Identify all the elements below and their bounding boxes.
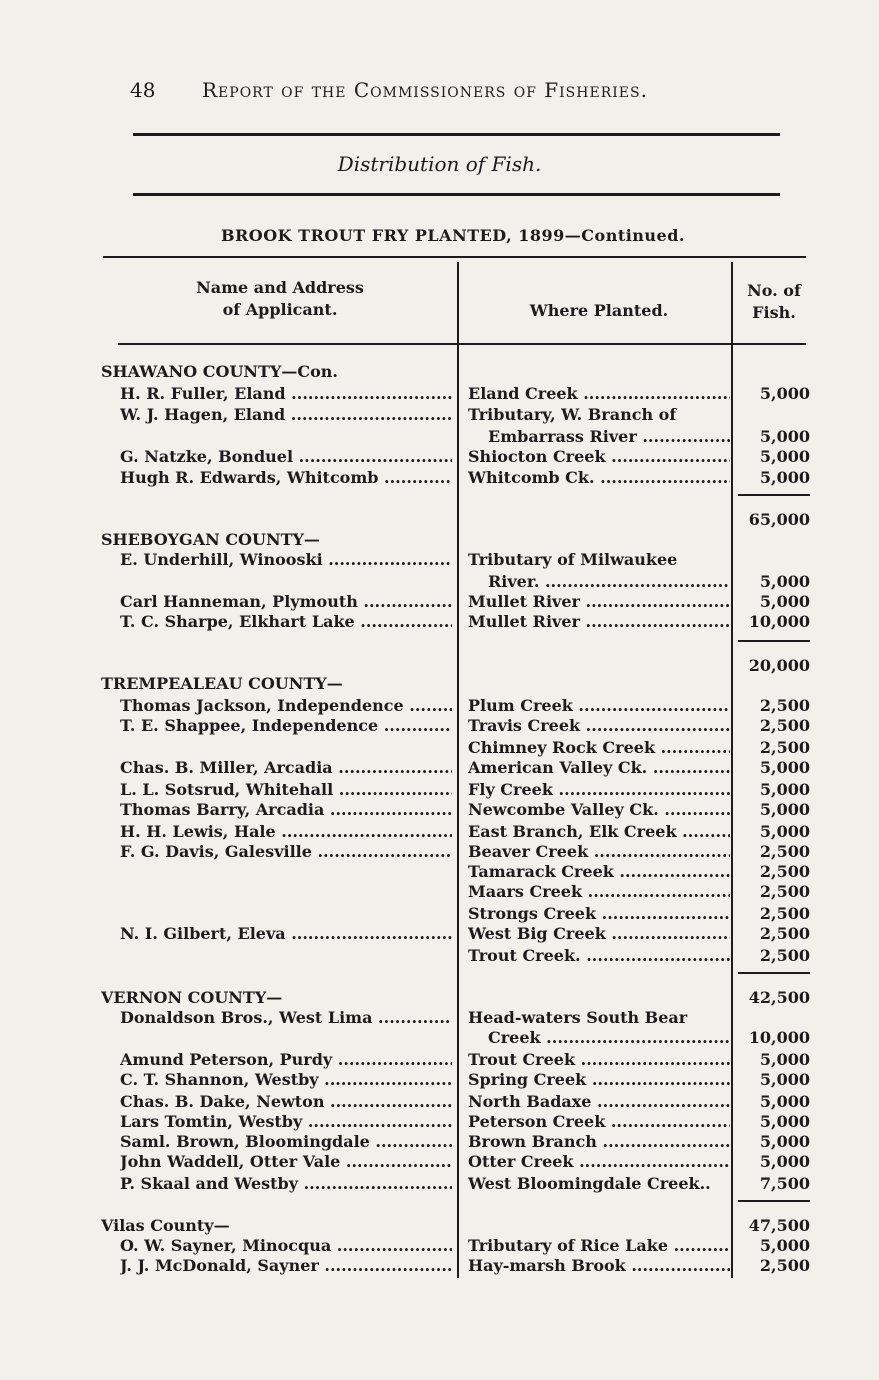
county-heading: SHAWANO COUNTY—Con. xyxy=(101,362,338,381)
applicant-name: N. I. Gilbert, Eleva ..... xyxy=(120,924,452,943)
planting-location-continued: Creek ..... xyxy=(488,1028,730,1047)
table-row xyxy=(0,447,879,468)
applicant-name: H. R. Fuller, Eland ..... xyxy=(120,384,452,403)
table-row xyxy=(0,572,879,593)
planting-location: West Big Creek ..... xyxy=(468,924,730,943)
table-row xyxy=(0,1152,879,1173)
total-rule xyxy=(738,1200,810,1202)
county-total: 47,500 xyxy=(748,1216,810,1235)
applicant-name: Chas. B. Dake, Newton ..... xyxy=(120,1092,452,1111)
applicant-name: F. G. Davis, Galesville ..... xyxy=(120,842,452,861)
table-row xyxy=(0,384,879,405)
table-row xyxy=(0,758,879,779)
fish-count: 5,000 xyxy=(759,1132,810,1151)
planting-location: Plum Creek ..... xyxy=(468,696,730,715)
county-heading: Vilas County— xyxy=(101,1216,230,1235)
fish-count: 5,000 xyxy=(759,572,810,591)
table-row xyxy=(0,1236,879,1257)
planting-location: West Bloomingdale Creek.. xyxy=(468,1174,711,1193)
fish-count: 5,000 xyxy=(759,447,810,466)
table-row xyxy=(0,822,879,843)
fish-count: 2,500 xyxy=(759,924,810,943)
section-title: Distribution of Fish. xyxy=(337,152,542,176)
planting-location: Chimney Rock Creek ..... xyxy=(468,738,730,757)
planting-location-continued: River. ..... xyxy=(488,572,730,591)
planting-location: North Badaxe ..... xyxy=(468,1092,730,1111)
county-total: 65,000 xyxy=(748,510,810,529)
fish-count: 5,000 xyxy=(759,1112,810,1131)
fish-count: 5,000 xyxy=(759,1050,810,1069)
total-rule xyxy=(738,972,810,974)
table-row xyxy=(0,427,879,448)
planting-location: Mullet River ..... xyxy=(468,592,730,611)
planting-location: Trout Creek ..... xyxy=(468,1050,730,1069)
planting-location: Head-waters South Bear xyxy=(468,1008,688,1027)
planting-location: Shiocton Creek ..... xyxy=(468,447,730,466)
table-row xyxy=(0,780,879,801)
applicant-name: T. E. Shappee, Independence ..... xyxy=(120,716,452,735)
fish-count: 5,000 xyxy=(759,468,810,487)
planting-location: East Branch, Elk Creek ..... xyxy=(468,822,730,841)
applicant-name: Amund Peterson, Purdy ..... xyxy=(120,1050,452,1069)
applicant-name: E. Underhill, Winooski ..... xyxy=(120,550,452,569)
planting-location: Strongs Creek ..... xyxy=(468,904,730,923)
fish-count: 2,500 xyxy=(759,1256,810,1275)
applicant-name: O. W. Sayner, Minocqua ..... xyxy=(120,1236,452,1255)
county-heading: TREMPEALEAU COUNTY— xyxy=(101,674,343,693)
column-header-where: Where Planted. xyxy=(529,301,669,320)
table-row xyxy=(0,738,879,759)
county-total: 42,500 xyxy=(748,988,810,1007)
fish-count: 5,000 xyxy=(759,1092,810,1111)
fish-count: 2,500 xyxy=(759,696,810,715)
fish-count: 5,000 xyxy=(759,384,810,403)
table-row xyxy=(0,612,879,633)
applicant-name: Lars Tomtin, Westby ..... xyxy=(120,1112,452,1131)
table-header-bottom-rule xyxy=(118,343,806,345)
table-row xyxy=(0,530,879,551)
fish-count: 2,500 xyxy=(759,904,810,923)
applicant-name: Thomas Jackson, Independence ..... xyxy=(120,696,452,715)
table-row xyxy=(0,362,879,383)
table-row xyxy=(0,1008,879,1029)
table-row xyxy=(0,946,879,967)
fish-count: 5,000 xyxy=(759,1236,810,1255)
planting-location: Mullet River ..... xyxy=(468,612,730,631)
fish-count: 2,500 xyxy=(759,716,810,735)
applicant-name: W. J. Hagen, Eland ..... xyxy=(120,405,452,424)
fish-count: 10,000 xyxy=(748,1028,810,1047)
table-row xyxy=(0,1028,879,1049)
fish-count: 2,500 xyxy=(759,946,810,965)
table-row xyxy=(0,674,879,695)
planting-location: Maars Creek ..... xyxy=(468,882,730,901)
fish-count: 7,500 xyxy=(759,1174,810,1193)
table-row xyxy=(0,800,879,821)
planting-location: Beaver Creek ..... xyxy=(468,842,730,861)
table-caption: BROOK TROUT FRY PLANTED, 1899—Continued. xyxy=(220,226,685,245)
planting-location: Spring Creek ..... xyxy=(468,1070,730,1089)
table-row xyxy=(0,1092,879,1113)
table-row xyxy=(0,510,879,531)
planting-location: Brown Branch ..... xyxy=(468,1132,730,1151)
table-row xyxy=(0,1174,879,1195)
page-number: 48 xyxy=(130,78,156,102)
planting-location: American Valley Ck. ..... xyxy=(468,758,730,777)
page-header xyxy=(130,78,780,108)
fish-count: 2,500 xyxy=(759,862,810,881)
fish-count: 5,000 xyxy=(759,758,810,777)
table-row xyxy=(0,904,879,925)
county-heading: VERNON COUNTY— xyxy=(101,988,283,1007)
table-row xyxy=(0,1112,879,1133)
county-heading: SHEBOYGAN COUNTY— xyxy=(101,530,320,549)
applicant-name: J. J. McDonald, Sayner ..... xyxy=(120,1256,452,1275)
section-rule xyxy=(133,193,780,196)
total-rule xyxy=(738,640,810,642)
column-header-applicant xyxy=(140,277,420,321)
table-row xyxy=(0,988,879,1009)
column-header-fish-line2: Fish. xyxy=(752,303,796,322)
planting-location: Fly Creek ..... xyxy=(468,780,730,799)
planting-location: Peterson Creek ..... xyxy=(468,1112,730,1131)
fish-count: 5,000 xyxy=(759,822,810,841)
column-header-fish xyxy=(738,280,810,324)
fish-count: 2,500 xyxy=(759,882,810,901)
table-row xyxy=(0,550,879,571)
table-row xyxy=(0,468,879,489)
applicant-name: Chas. B. Miller, Arcadia ..... xyxy=(120,758,452,777)
column-header-fish-line1: No. of xyxy=(747,281,801,300)
planting-location-continued: Embarrass River ..... xyxy=(488,427,730,446)
fish-count: 5,000 xyxy=(759,800,810,819)
fish-count: 2,500 xyxy=(759,738,810,757)
planting-location: Travis Creek ..... xyxy=(468,716,730,735)
total-rule xyxy=(738,494,810,496)
applicant-name: H. H. Lewis, Hale ..... xyxy=(120,822,452,841)
fish-count: 5,000 xyxy=(759,1152,810,1171)
table-row xyxy=(0,716,879,737)
planting-location: Tributary of Rice Lake ..... xyxy=(468,1236,730,1255)
planting-location: Trout Creek. ..... xyxy=(468,946,730,965)
applicant-name: G. Natzke, Bonduel ..... xyxy=(120,447,452,466)
planting-location: Eland Creek ..... xyxy=(468,384,730,403)
applicant-name: Thomas Barry, Arcadia ..... xyxy=(120,800,452,819)
applicant-name: T. C. Sharpe, Elkhart Lake ..... xyxy=(120,612,452,631)
planting-location: Newcombe Valley Ck. ..... xyxy=(468,800,730,819)
applicant-name: Donaldson Bros., West Lima ..... xyxy=(120,1008,452,1027)
applicant-name: L. L. Sotsrud, Whitehall ..... xyxy=(120,780,452,799)
top-rule xyxy=(133,133,780,136)
table-row xyxy=(0,1256,879,1277)
table-row xyxy=(0,882,879,903)
column-header-applicant-line2: of Applicant. xyxy=(222,300,338,319)
table-row xyxy=(0,924,879,945)
table-row xyxy=(0,862,879,883)
applicant-name: Hugh R. Edwards, Whitcomb ..... xyxy=(120,468,452,487)
planting-location: Tamarack Creek ..... xyxy=(468,862,730,881)
table-row xyxy=(0,1050,879,1071)
table-row xyxy=(0,1132,879,1153)
table-row xyxy=(0,405,879,426)
planting-location: Otter Creek ..... xyxy=(468,1152,730,1171)
fish-count: 2,500 xyxy=(759,842,810,861)
table-row xyxy=(0,592,879,613)
fish-count: 5,000 xyxy=(759,780,810,799)
running-title: Report of the Commissioners of Fisheries. xyxy=(202,78,648,102)
applicant-name: C. T. Shannon, Westby ..... xyxy=(120,1070,452,1089)
applicant-name: John Waddell, Otter Vale ..... xyxy=(120,1152,452,1171)
table-row xyxy=(0,696,879,717)
planting-location: Whitcomb Ck. ..... xyxy=(468,468,730,487)
planting-location: Tributary, W. Branch of xyxy=(468,405,677,424)
fish-count: 5,000 xyxy=(759,592,810,611)
applicant-name: Carl Hanneman, Plymouth ..... xyxy=(120,592,452,611)
planting-location: Hay-marsh Brook ..... xyxy=(468,1256,730,1275)
table-header-top-rule xyxy=(103,256,806,258)
column-header-applicant-line1: Name and Address xyxy=(196,278,364,297)
fish-count: 10,000 xyxy=(748,612,810,631)
fish-count: 5,000 xyxy=(759,1070,810,1089)
table-row xyxy=(0,1070,879,1091)
applicant-name: P. Skaal and Westby ..... xyxy=(120,1174,452,1193)
table-row xyxy=(0,842,879,863)
applicant-name: Saml. Brown, Bloomingdale ..... xyxy=(120,1132,452,1151)
county-total: 20,000 xyxy=(748,656,810,675)
table-row xyxy=(0,1216,879,1237)
planting-location: Tributary of Milwaukee xyxy=(468,550,678,569)
fish-count: 5,000 xyxy=(759,427,810,446)
